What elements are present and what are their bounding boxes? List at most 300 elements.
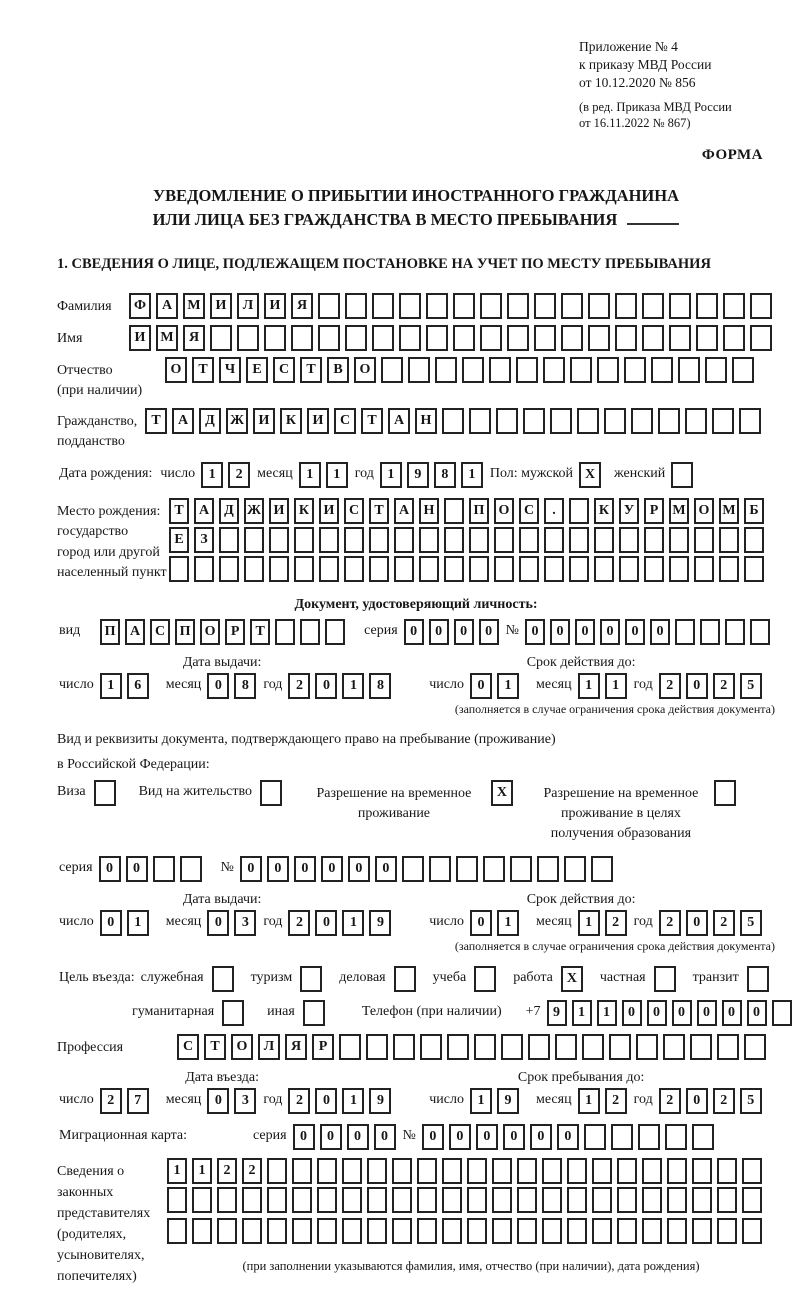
form-cell[interactable] xyxy=(269,556,289,582)
form-cell[interactable]: Ж xyxy=(244,498,264,524)
form-cell[interactable]: 0 xyxy=(600,619,620,645)
form-cell[interactable] xyxy=(319,527,339,553)
form-cell[interactable] xyxy=(469,527,489,553)
form-cell[interactable]: Т xyxy=(192,357,214,383)
form-cell[interactable] xyxy=(489,357,511,383)
form-cell[interactable] xyxy=(594,556,614,582)
form-cell[interactable] xyxy=(561,325,583,351)
form-cell[interactable] xyxy=(372,325,394,351)
form-cell[interactable]: 0 xyxy=(550,619,570,645)
form-cell[interactable] xyxy=(592,1218,612,1244)
form-cell[interactable] xyxy=(592,1187,612,1213)
form-cell[interactable] xyxy=(292,1158,312,1184)
form-cell[interactable]: 6 xyxy=(127,673,149,699)
form-cell[interactable] xyxy=(345,293,367,319)
form-cell[interactable] xyxy=(719,556,739,582)
form-cell[interactable] xyxy=(462,357,484,383)
form-cell[interactable] xyxy=(705,357,727,383)
form-cell[interactable]: Д xyxy=(199,408,221,434)
form-cell[interactable] xyxy=(447,1034,469,1060)
form-cell[interactable] xyxy=(294,527,314,553)
form-cell[interactable]: 1 xyxy=(127,910,149,936)
form-cell[interactable]: А xyxy=(125,619,145,645)
form-cell[interactable] xyxy=(617,1187,637,1213)
form-cell[interactable] xyxy=(369,527,389,553)
form-cell[interactable] xyxy=(528,1034,550,1060)
form-cell[interactable] xyxy=(542,1158,562,1184)
form-cell[interactable] xyxy=(292,1187,312,1213)
form-cell[interactable] xyxy=(399,325,421,351)
form-cell[interactable]: 2 xyxy=(713,910,735,936)
form-cell[interactable]: К xyxy=(594,498,614,524)
form-cell[interactable]: 0 xyxy=(374,1124,396,1150)
form-cell[interactable] xyxy=(429,856,451,882)
form-cell[interactable]: 8 xyxy=(234,673,256,699)
form-cell[interactable] xyxy=(275,619,295,645)
form-cell[interactable]: 1 xyxy=(572,1000,592,1026)
form-cell[interactable] xyxy=(492,1158,512,1184)
form-cell[interactable] xyxy=(717,1218,737,1244)
form-cell[interactable] xyxy=(694,556,714,582)
form-cell[interactable]: О xyxy=(354,357,376,383)
form-cell[interactable] xyxy=(669,527,689,553)
form-cell[interactable] xyxy=(408,357,430,383)
form-cell[interactable]: Р xyxy=(312,1034,334,1060)
form-cell[interactable] xyxy=(619,556,639,582)
form-cell[interactable] xyxy=(642,325,664,351)
form-cell[interactable] xyxy=(469,556,489,582)
form-cell[interactable] xyxy=(342,1218,362,1244)
form-cell[interactable] xyxy=(217,1218,237,1244)
form-cell[interactable]: 0 xyxy=(530,1124,552,1150)
form-cell[interactable] xyxy=(739,408,761,434)
form-cell[interactable]: Л xyxy=(258,1034,280,1060)
form-cell[interactable]: 0 xyxy=(404,619,424,645)
form-cell[interactable] xyxy=(542,1187,562,1213)
form-cell[interactable] xyxy=(419,556,439,582)
form-cell[interactable] xyxy=(419,527,439,553)
form-cell[interactable]: 0 xyxy=(347,1124,369,1150)
form-cell[interactable] xyxy=(292,1218,312,1244)
form-cell[interactable]: Т xyxy=(169,498,189,524)
form-cell[interactable] xyxy=(394,527,414,553)
form-cell[interactable] xyxy=(467,1187,487,1213)
form-cell[interactable] xyxy=(665,1124,687,1150)
form-cell[interactable]: 5 xyxy=(740,1088,762,1114)
form-cell[interactable]: 0 xyxy=(575,619,595,645)
form-cell[interactable] xyxy=(442,408,464,434)
form-cell[interactable] xyxy=(442,1187,462,1213)
form-cell[interactable] xyxy=(339,1034,361,1060)
form-cell[interactable]: 0 xyxy=(207,1088,229,1114)
form-cell[interactable]: 0 xyxy=(747,1000,767,1026)
form-cell[interactable]: 1 xyxy=(605,673,627,699)
form-cell[interactable] xyxy=(692,1218,712,1244)
form-cell[interactable] xyxy=(325,619,345,645)
form-cell[interactable] xyxy=(494,527,514,553)
form-cell[interactable]: 9 xyxy=(369,1088,391,1114)
form-cell[interactable] xyxy=(496,408,518,434)
form-cell[interactable]: Ж xyxy=(226,408,248,434)
form-cell[interactable]: 0 xyxy=(429,619,449,645)
form-cell[interactable] xyxy=(597,357,619,383)
form-cell[interactable]: 1 xyxy=(497,910,519,936)
form-cell[interactable]: С xyxy=(273,357,295,383)
form-cell[interactable]: 1 xyxy=(380,462,402,488)
form-cell[interactable]: 9 xyxy=(497,1088,519,1114)
form-cell[interactable] xyxy=(169,556,189,582)
form-cell[interactable]: 0 xyxy=(449,1124,471,1150)
form-cell[interactable] xyxy=(591,856,613,882)
form-cell[interactable] xyxy=(469,408,491,434)
form-cell[interactable] xyxy=(453,325,475,351)
form-cell[interactable]: 0 xyxy=(315,673,337,699)
form-cell[interactable] xyxy=(381,357,403,383)
form-cell[interactable]: X xyxy=(561,966,583,992)
form-cell[interactable] xyxy=(516,357,538,383)
form-cell[interactable] xyxy=(617,1158,637,1184)
form-cell[interactable] xyxy=(453,293,475,319)
form-cell[interactable] xyxy=(267,1158,287,1184)
form-cell[interactable] xyxy=(651,357,673,383)
form-cell[interactable] xyxy=(426,325,448,351)
form-cell[interactable]: 1 xyxy=(342,1088,364,1114)
form-cell[interactable]: 0 xyxy=(647,1000,667,1026)
form-cell[interactable] xyxy=(692,1158,712,1184)
form-cell[interactable]: С xyxy=(177,1034,199,1060)
form-cell[interactable]: 8 xyxy=(369,673,391,699)
form-cell[interactable]: Т xyxy=(145,408,167,434)
form-cell[interactable] xyxy=(642,1158,662,1184)
form-cell[interactable] xyxy=(696,293,718,319)
form-cell[interactable]: О xyxy=(694,498,714,524)
form-cell[interactable] xyxy=(717,1158,737,1184)
form-cell[interactable]: Я xyxy=(291,293,313,319)
form-cell[interactable]: И xyxy=(307,408,329,434)
form-cell[interactable] xyxy=(569,498,589,524)
form-cell[interactable] xyxy=(317,1187,337,1213)
form-cell[interactable]: Н xyxy=(419,498,439,524)
form-cell[interactable] xyxy=(242,1218,262,1244)
form-cell[interactable]: 2 xyxy=(228,462,250,488)
form-cell[interactable]: А xyxy=(156,293,178,319)
form-cell[interactable] xyxy=(592,1158,612,1184)
form-cell[interactable] xyxy=(750,325,772,351)
form-cell[interactable] xyxy=(393,1034,415,1060)
form-cell[interactable] xyxy=(210,325,232,351)
form-cell[interactable] xyxy=(517,1187,537,1213)
form-cell[interactable]: М xyxy=(669,498,689,524)
form-cell[interactable] xyxy=(654,966,676,992)
form-cell[interactable] xyxy=(609,1034,631,1060)
form-cell[interactable] xyxy=(517,1158,537,1184)
form-cell[interactable]: 0 xyxy=(557,1124,579,1150)
form-cell[interactable] xyxy=(678,357,700,383)
form-cell[interactable] xyxy=(318,325,340,351)
form-cell[interactable] xyxy=(567,1158,587,1184)
form-cell[interactable]: 0 xyxy=(476,1124,498,1150)
form-cell[interactable]: Ч xyxy=(219,357,241,383)
form-cell[interactable] xyxy=(604,408,626,434)
form-cell[interactable] xyxy=(417,1158,437,1184)
form-cell[interactable]: 9 xyxy=(547,1000,567,1026)
form-cell[interactable] xyxy=(480,293,502,319)
form-cell[interactable] xyxy=(750,293,772,319)
form-cell[interactable] xyxy=(588,293,610,319)
form-cell[interactable] xyxy=(394,966,416,992)
form-cell[interactable] xyxy=(399,293,421,319)
form-cell[interactable] xyxy=(467,1158,487,1184)
form-cell[interactable] xyxy=(294,556,314,582)
form-cell[interactable]: 0 xyxy=(348,856,370,882)
form-cell[interactable] xyxy=(269,527,289,553)
form-cell[interactable] xyxy=(544,527,564,553)
form-cell[interactable]: 0 xyxy=(240,856,262,882)
form-cell[interactable] xyxy=(744,556,764,582)
form-cell[interactable]: Ф xyxy=(129,293,151,319)
form-cell[interactable] xyxy=(483,856,505,882)
form-cell[interactable]: 0 xyxy=(267,856,289,882)
form-cell[interactable]: С xyxy=(344,498,364,524)
form-cell[interactable] xyxy=(567,1187,587,1213)
form-cell[interactable]: 2 xyxy=(100,1088,122,1114)
form-cell[interactable] xyxy=(492,1187,512,1213)
form-cell[interactable] xyxy=(742,1158,762,1184)
form-cell[interactable]: З xyxy=(194,527,214,553)
form-cell[interactable] xyxy=(402,856,424,882)
form-cell[interactable] xyxy=(474,966,496,992)
form-cell[interactable] xyxy=(569,527,589,553)
form-cell[interactable] xyxy=(192,1218,212,1244)
form-cell[interactable]: 0 xyxy=(686,1088,708,1114)
form-cell[interactable] xyxy=(690,1034,712,1060)
form-cell[interactable] xyxy=(537,856,559,882)
form-cell[interactable] xyxy=(417,1218,437,1244)
form-cell[interactable]: Д xyxy=(219,498,239,524)
form-cell[interactable]: 0 xyxy=(697,1000,717,1026)
form-cell[interactable] xyxy=(342,1158,362,1184)
form-cell[interactable] xyxy=(669,556,689,582)
form-cell[interactable]: 0 xyxy=(126,856,148,882)
form-cell[interactable]: 5 xyxy=(740,910,762,936)
form-cell[interactable] xyxy=(442,1158,462,1184)
form-cell[interactable] xyxy=(669,293,691,319)
form-cell[interactable] xyxy=(714,780,736,806)
form-cell[interactable]: Б xyxy=(744,498,764,524)
form-cell[interactable] xyxy=(244,527,264,553)
form-cell[interactable] xyxy=(392,1187,412,1213)
form-cell[interactable] xyxy=(717,1034,739,1060)
form-cell[interactable]: И xyxy=(264,293,286,319)
form-cell[interactable] xyxy=(700,619,720,645)
form-cell[interactable]: 2 xyxy=(242,1158,262,1184)
form-cell[interactable]: 2 xyxy=(217,1158,237,1184)
form-cell[interactable]: 0 xyxy=(207,910,229,936)
form-cell[interactable] xyxy=(492,1218,512,1244)
form-cell[interactable] xyxy=(510,856,532,882)
form-cell[interactable]: 2 xyxy=(288,673,310,699)
form-cell[interactable] xyxy=(300,619,320,645)
form-cell[interactable]: 0 xyxy=(470,910,492,936)
form-cell[interactable]: 1 xyxy=(100,673,122,699)
form-cell[interactable] xyxy=(611,1124,633,1150)
form-cell[interactable] xyxy=(319,556,339,582)
form-cell[interactable] xyxy=(594,527,614,553)
form-cell[interactable]: 0 xyxy=(375,856,397,882)
form-cell[interactable] xyxy=(194,556,214,582)
form-cell[interactable] xyxy=(588,325,610,351)
form-cell[interactable]: 1 xyxy=(597,1000,617,1026)
form-cell[interactable] xyxy=(692,1124,714,1150)
form-cell[interactable]: Т xyxy=(250,619,270,645)
form-cell[interactable] xyxy=(219,527,239,553)
form-cell[interactable]: 2 xyxy=(713,1088,735,1114)
form-cell[interactable] xyxy=(501,1034,523,1060)
form-cell[interactable]: 0 xyxy=(321,856,343,882)
form-cell[interactable] xyxy=(750,619,770,645)
form-cell[interactable]: 0 xyxy=(99,856,121,882)
form-cell[interactable]: 0 xyxy=(422,1124,444,1150)
form-cell[interactable] xyxy=(494,556,514,582)
form-cell[interactable] xyxy=(582,1034,604,1060)
form-cell[interactable]: 8 xyxy=(434,462,456,488)
form-cell[interactable] xyxy=(561,293,583,319)
form-cell[interactable] xyxy=(667,1187,687,1213)
form-cell[interactable]: У xyxy=(619,498,639,524)
form-cell[interactable] xyxy=(694,527,714,553)
form-cell[interactable]: 0 xyxy=(722,1000,742,1026)
form-cell[interactable]: 0 xyxy=(315,910,337,936)
form-cell[interactable] xyxy=(417,1187,437,1213)
form-cell[interactable]: 1 xyxy=(461,462,483,488)
form-cell[interactable] xyxy=(667,1218,687,1244)
form-cell[interactable] xyxy=(318,293,340,319)
form-cell[interactable] xyxy=(523,408,545,434)
form-cell[interactable]: О xyxy=(200,619,220,645)
form-cell[interactable] xyxy=(642,1218,662,1244)
form-cell[interactable]: Е xyxy=(246,357,268,383)
form-cell[interactable] xyxy=(167,1187,187,1213)
form-cell[interactable] xyxy=(534,325,556,351)
form-cell[interactable] xyxy=(267,1218,287,1244)
form-cell[interactable] xyxy=(180,856,202,882)
form-cell[interactable]: 1 xyxy=(167,1158,187,1184)
form-cell[interactable] xyxy=(435,357,457,383)
form-cell[interactable] xyxy=(732,357,754,383)
form-cell[interactable] xyxy=(260,780,282,806)
form-cell[interactable] xyxy=(577,408,599,434)
form-cell[interactable] xyxy=(671,462,693,488)
form-cell[interactable]: 0 xyxy=(293,1124,315,1150)
form-cell[interactable] xyxy=(519,556,539,582)
form-cell[interactable]: Т xyxy=(361,408,383,434)
form-cell[interactable] xyxy=(291,325,313,351)
form-cell[interactable]: Л xyxy=(237,293,259,319)
form-cell[interactable] xyxy=(369,556,389,582)
form-cell[interactable] xyxy=(544,556,564,582)
form-cell[interactable] xyxy=(442,1218,462,1244)
form-cell[interactable] xyxy=(636,1034,658,1060)
form-cell[interactable]: 0 xyxy=(315,1088,337,1114)
form-cell[interactable] xyxy=(317,1158,337,1184)
form-cell[interactable] xyxy=(542,1218,562,1244)
form-cell[interactable] xyxy=(242,1187,262,1213)
form-cell[interactable] xyxy=(480,325,502,351)
form-cell[interactable] xyxy=(367,1158,387,1184)
form-cell[interactable] xyxy=(267,1187,287,1213)
form-cell[interactable] xyxy=(467,1218,487,1244)
form-cell[interactable]: Т xyxy=(204,1034,226,1060)
form-cell[interactable]: 2 xyxy=(605,1088,627,1114)
form-cell[interactable] xyxy=(456,856,478,882)
form-cell[interactable]: . xyxy=(544,498,564,524)
form-cell[interactable] xyxy=(619,527,639,553)
form-cell[interactable]: 3 xyxy=(234,910,256,936)
form-cell[interactable] xyxy=(519,527,539,553)
form-cell[interactable] xyxy=(550,408,572,434)
form-cell[interactable]: 9 xyxy=(407,462,429,488)
form-cell[interactable] xyxy=(667,1158,687,1184)
form-cell[interactable]: 0 xyxy=(672,1000,692,1026)
form-cell[interactable] xyxy=(712,408,734,434)
form-cell[interactable]: X xyxy=(579,462,601,488)
form-cell[interactable]: 1 xyxy=(342,673,364,699)
form-cell[interactable]: И xyxy=(210,293,232,319)
form-cell[interactable] xyxy=(94,780,116,806)
form-cell[interactable]: П xyxy=(175,619,195,645)
form-cell[interactable]: 0 xyxy=(479,619,499,645)
form-cell[interactable] xyxy=(392,1218,412,1244)
form-cell[interactable] xyxy=(725,619,745,645)
form-cell[interactable] xyxy=(420,1034,442,1060)
form-cell[interactable] xyxy=(344,556,364,582)
form-cell[interactable] xyxy=(244,556,264,582)
form-cell[interactable] xyxy=(644,527,664,553)
form-cell[interactable] xyxy=(444,498,464,524)
form-cell[interactable] xyxy=(744,527,764,553)
form-cell[interactable] xyxy=(367,1218,387,1244)
form-cell[interactable]: 2 xyxy=(659,673,681,699)
form-cell[interactable] xyxy=(564,856,586,882)
form-cell[interactable]: С xyxy=(519,498,539,524)
form-cell[interactable]: 1 xyxy=(470,1088,492,1114)
form-cell[interactable]: 9 xyxy=(369,910,391,936)
form-cell[interactable]: Я xyxy=(183,325,205,351)
form-cell[interactable] xyxy=(658,408,680,434)
form-cell[interactable]: 2 xyxy=(659,1088,681,1114)
form-cell[interactable]: 0 xyxy=(207,673,229,699)
form-cell[interactable] xyxy=(192,1187,212,1213)
form-cell[interactable] xyxy=(717,1187,737,1213)
form-cell[interactable] xyxy=(663,1034,685,1060)
form-cell[interactable]: 3 xyxy=(234,1088,256,1114)
form-cell[interactable] xyxy=(644,556,664,582)
form-cell[interactable]: П xyxy=(469,498,489,524)
form-cell[interactable]: О xyxy=(494,498,514,524)
form-cell[interactable]: С xyxy=(334,408,356,434)
form-cell[interactable]: И xyxy=(319,498,339,524)
form-cell[interactable] xyxy=(555,1034,577,1060)
form-cell[interactable]: 0 xyxy=(625,619,645,645)
form-cell[interactable]: 0 xyxy=(650,619,670,645)
form-cell[interactable]: 0 xyxy=(100,910,122,936)
form-cell[interactable]: 0 xyxy=(686,673,708,699)
form-cell[interactable]: 0 xyxy=(294,856,316,882)
form-cell[interactable] xyxy=(222,1000,244,1026)
form-cell[interactable] xyxy=(567,1218,587,1244)
form-cell[interactable]: 1 xyxy=(578,910,600,936)
form-cell[interactable] xyxy=(569,556,589,582)
